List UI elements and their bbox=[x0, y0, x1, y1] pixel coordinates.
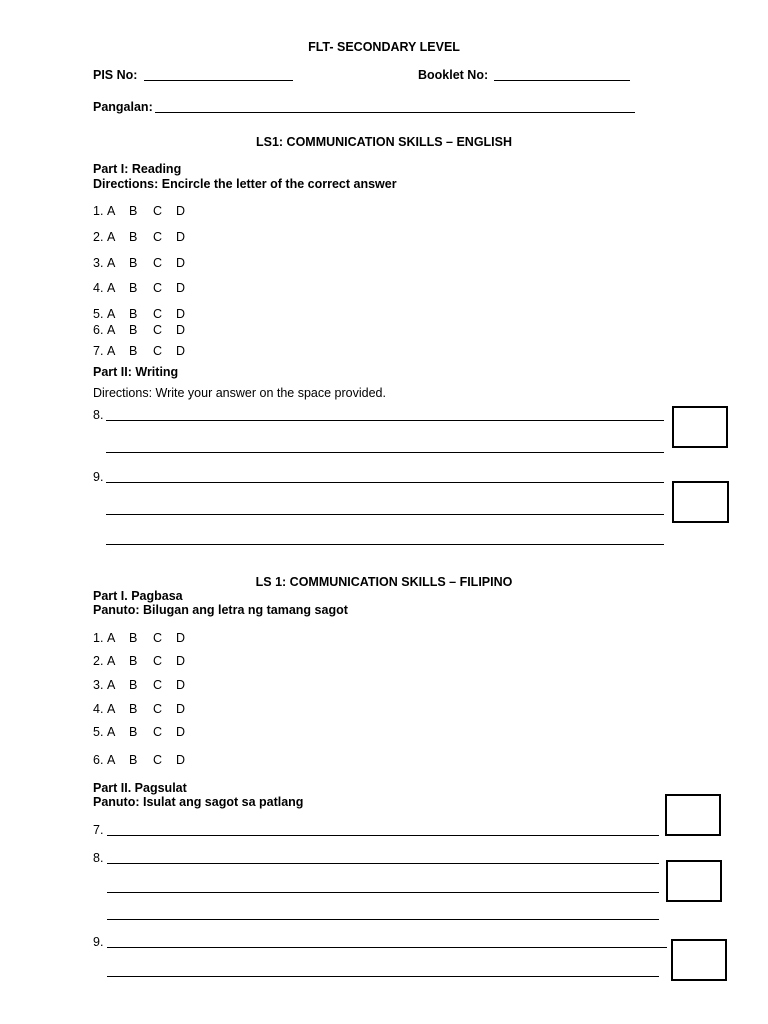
english-answer-option[interactable]: C bbox=[153, 230, 163, 244]
english-item-number: 6. bbox=[93, 323, 104, 337]
english-item-number: 3. bbox=[93, 256, 104, 270]
filipino-item-9-number: 9. bbox=[93, 935, 104, 949]
english-answer-option[interactable]: C bbox=[153, 307, 163, 321]
english-part1-directions: Directions: Encircle the letter of the correct answer bbox=[93, 177, 397, 191]
english-answer-option[interactable]: D bbox=[176, 230, 186, 244]
english-part2-directions: Directions: Write your answer on the space provided. bbox=[93, 386, 386, 400]
filipino-answer-option[interactable]: B bbox=[129, 631, 138, 645]
filipino-answer-option[interactable]: B bbox=[129, 702, 138, 716]
english-item-number: 7. bbox=[93, 344, 104, 358]
english-answer-option[interactable]: B bbox=[129, 230, 138, 244]
booklet-label: Booklet No: bbox=[418, 68, 489, 82]
english-answer-option[interactable]: D bbox=[176, 323, 186, 337]
filipino-item-number: 1. bbox=[93, 631, 104, 645]
filipino-heading: LS 1: COMMUNICATION SKILLS – FILIPINO bbox=[255, 575, 513, 589]
answer-line[interactable] bbox=[106, 420, 664, 421]
filipino-answer-option[interactable]: B bbox=[129, 678, 138, 692]
filipino-answer-option[interactable]: A bbox=[107, 725, 116, 739]
filipino-answer-option[interactable]: B bbox=[129, 753, 138, 767]
english-answer-option[interactable]: B bbox=[129, 281, 138, 295]
score-box bbox=[672, 481, 729, 523]
english-item-number: 2. bbox=[93, 230, 104, 244]
score-box bbox=[671, 939, 727, 981]
english-item-number: 5. bbox=[93, 307, 104, 321]
filipino-item-number: 4. bbox=[93, 702, 104, 716]
english-answer-option[interactable]: D bbox=[176, 344, 186, 358]
answer-line[interactable] bbox=[107, 976, 659, 977]
filipino-item-8-number: 8. bbox=[93, 851, 104, 865]
english-answer-option[interactable]: B bbox=[129, 307, 138, 321]
answer-line[interactable] bbox=[107, 947, 667, 948]
english-item-8-number: 8. bbox=[93, 408, 104, 422]
filipino-answer-option[interactable]: C bbox=[153, 725, 163, 739]
filipino-part2-title: Part II. Pagsulat bbox=[93, 781, 187, 795]
filipino-answer-option[interactable]: A bbox=[107, 631, 116, 645]
filipino-part1-directions: Panuto: Bilugan ang letra ng tamang sagot bbox=[93, 603, 348, 617]
answer-line[interactable] bbox=[106, 544, 664, 545]
filipino-answer-option[interactable]: C bbox=[153, 654, 163, 668]
answer-line[interactable] bbox=[107, 919, 659, 920]
score-box bbox=[665, 794, 721, 836]
filipino-part1-title: Part I. Pagbasa bbox=[93, 589, 183, 603]
english-part1-title: Part I: Reading bbox=[93, 162, 182, 176]
english-item-number: 1. bbox=[93, 204, 104, 218]
filipino-answer-option[interactable]: D bbox=[176, 678, 186, 692]
filipino-answer-option[interactable]: D bbox=[176, 631, 186, 645]
english-answer-option[interactable]: C bbox=[153, 204, 163, 218]
english-answer-option[interactable]: A bbox=[107, 281, 116, 295]
english-answer-option[interactable]: A bbox=[107, 204, 116, 218]
page-title: FLT- SECONDARY LEVEL bbox=[308, 40, 460, 54]
answer-line[interactable] bbox=[107, 892, 659, 893]
english-answer-option[interactable]: C bbox=[153, 323, 163, 337]
score-box bbox=[672, 406, 728, 448]
filipino-answer-option[interactable]: C bbox=[153, 631, 163, 645]
answer-line[interactable] bbox=[106, 452, 664, 453]
name-label: Pangalan: bbox=[93, 100, 153, 114]
english-heading: LS1: COMMUNICATION SKILLS – ENGLISH bbox=[255, 135, 513, 149]
filipino-answer-option[interactable]: B bbox=[129, 654, 138, 668]
name-field[interactable] bbox=[155, 112, 635, 113]
filipino-answer-option[interactable]: D bbox=[176, 654, 186, 668]
filipino-answer-option[interactable]: A bbox=[107, 654, 116, 668]
filipino-answer-option[interactable]: A bbox=[107, 702, 116, 716]
english-answer-option[interactable]: A bbox=[107, 230, 116, 244]
filipino-answer-option[interactable]: C bbox=[153, 753, 163, 767]
english-item-9-number: 9. bbox=[93, 470, 104, 484]
answer-line[interactable] bbox=[106, 482, 664, 483]
english-answer-option[interactable]: B bbox=[129, 204, 138, 218]
pis-field[interactable] bbox=[144, 80, 293, 81]
filipino-answer-option[interactable]: B bbox=[129, 725, 138, 739]
answer-line[interactable] bbox=[107, 835, 659, 836]
english-answer-option[interactable]: C bbox=[153, 281, 163, 295]
english-answer-option[interactable]: A bbox=[107, 323, 116, 337]
english-answer-option[interactable]: D bbox=[176, 281, 186, 295]
booklet-field[interactable] bbox=[494, 80, 630, 81]
filipino-item-number: 5. bbox=[93, 725, 104, 739]
filipino-answer-option[interactable]: C bbox=[153, 702, 163, 716]
english-answer-option[interactable]: B bbox=[129, 323, 138, 337]
filipino-answer-option[interactable]: D bbox=[176, 753, 186, 767]
english-part2-title: Part II: Writing bbox=[93, 365, 179, 379]
english-answer-option[interactable]: C bbox=[153, 344, 163, 358]
english-answer-option[interactable]: B bbox=[129, 344, 138, 358]
english-answer-option[interactable]: D bbox=[176, 204, 186, 218]
filipino-answer-option[interactable]: D bbox=[176, 725, 186, 739]
filipino-answer-option[interactable]: A bbox=[107, 753, 116, 767]
english-answer-option[interactable]: C bbox=[153, 256, 163, 270]
filipino-item-7-number: 7. bbox=[93, 823, 104, 837]
english-answer-option[interactable]: D bbox=[176, 307, 186, 321]
filipino-item-number: 3. bbox=[93, 678, 104, 692]
english-answer-option[interactable]: B bbox=[129, 256, 138, 270]
pis-label: PIS No: bbox=[93, 68, 138, 82]
english-answer-option[interactable]: D bbox=[176, 256, 186, 270]
filipino-answer-option[interactable]: C bbox=[153, 678, 163, 692]
filipino-answer-option[interactable]: A bbox=[107, 678, 116, 692]
english-item-number: 4. bbox=[93, 281, 104, 295]
answer-line[interactable] bbox=[107, 863, 659, 864]
filipino-item-number: 6. bbox=[93, 753, 104, 767]
english-answer-option[interactable]: A bbox=[107, 256, 116, 270]
filipino-part2-directions: Panuto: Isulat ang sagot sa patlang bbox=[93, 795, 304, 809]
english-answer-option[interactable]: A bbox=[107, 344, 116, 358]
filipino-item-number: 2. bbox=[93, 654, 104, 668]
english-answer-option[interactable]: A bbox=[107, 307, 116, 321]
filipino-answer-option[interactable]: D bbox=[176, 702, 186, 716]
answer-line[interactable] bbox=[106, 514, 664, 515]
score-box bbox=[666, 860, 722, 902]
